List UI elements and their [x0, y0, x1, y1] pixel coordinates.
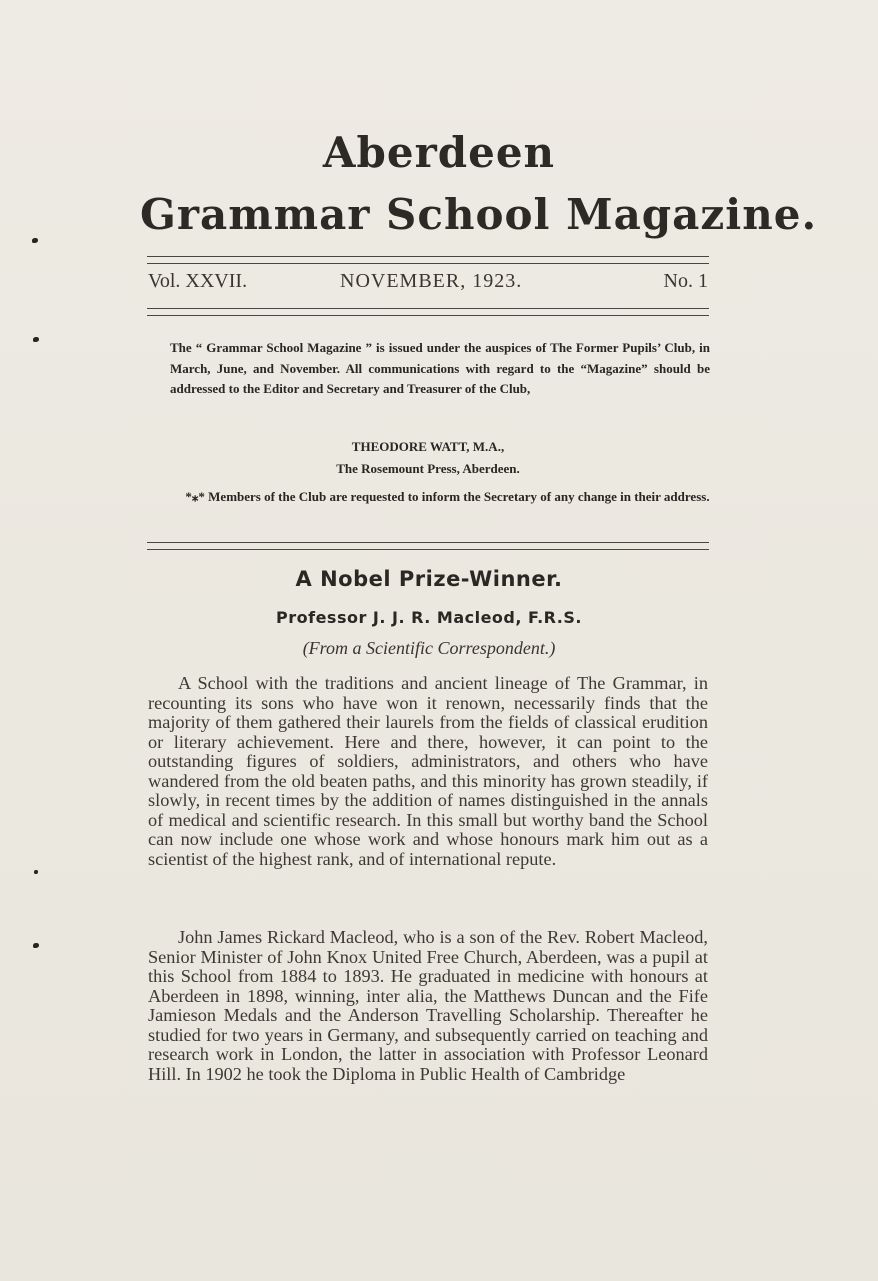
- editor-name: THEODORE WATT, M.A.,: [351, 439, 505, 454]
- article-body-paragraph-1: [148, 674, 708, 869]
- article-title: A Nobel Prize-Winner.: [295, 567, 563, 591]
- margin-speck: [33, 943, 39, 948]
- paragraph-text: John James Rickard Macleod, who is a son of the Rev. Robert Macleod, Senior Minister of John Knox United Free Church, Aberdeen, was a pupil at this School from 1884 to 1893. He graduated in medicine with honours at Aberdeen in 1898, winning, inter alia, the Matthews Duncan and the Fife Jamieson Medals and the Anderson Travelling Scholarship. Thereafter he studied for two years in Germany, and subsequently carried on teaching and research work in London, the latter in association with Professor Leonard Hill. In 1902 he took the Diploma in Public Health of Cambridge: [148, 927, 708, 1084]
- issue-info-row: [148, 270, 708, 300]
- article-body-paragraph-2: [148, 928, 708, 1084]
- masthead-rule-bottom: [147, 308, 709, 316]
- article-byline: (From a Scientific Correspondent.): [302, 638, 556, 658]
- margin-speck: [32, 238, 38, 243]
- paragraph-text: A School with the traditions and ancient lineage of The Grammar, in recounting its sons who have won it renown, necessarily finds that the majority of them gathered their laurels from the fields of classical erudition or literary achievement. Here and there, however, it can point to the outstanding figures of soldiers, administrators, and others who have wandered from the old beaten paths, and this minority has grown steadily, if slowly, in recent times by the addition of names distinguished in the annals of medical and scientific research. In this small but worthy band the School can now include one whose work and whose honours mark him out as a scientist of the highest rank, and of international repute.: [148, 673, 708, 869]
- masthead-title-line1: Aberdeen: [322, 128, 556, 177]
- publication-notice: The “ Grammar School Magazine ” is issued under the auspices of The Former Pupils’ Club, in March, June, and November. All communications with regard to the “Magazine” should be addressed to the Editor and Secretary and Treasurer of the Club,: [170, 340, 710, 396]
- notice-rule: [147, 542, 709, 550]
- members-note: *⁎* Members of the Club are requested to inform the Secretary of any change in their address.: [185, 489, 710, 504]
- margin-speck: [33, 337, 39, 342]
- article-subtitle: Professor J. J. R. Macleod, F.R.S.: [276, 608, 582, 627]
- issue-date: NOVEMBER, 1923.: [340, 270, 523, 292]
- volume-number: Vol. XXVII.: [148, 270, 248, 292]
- margin-speck: [34, 870, 38, 874]
- masthead-title-line2: Grammar School Magazine.: [140, 190, 818, 239]
- editor-address: The Rosemount Press, Aberdeen.: [336, 461, 520, 476]
- masthead-rule-top: [147, 256, 709, 264]
- issue-number: No. 1: [663, 270, 708, 292]
